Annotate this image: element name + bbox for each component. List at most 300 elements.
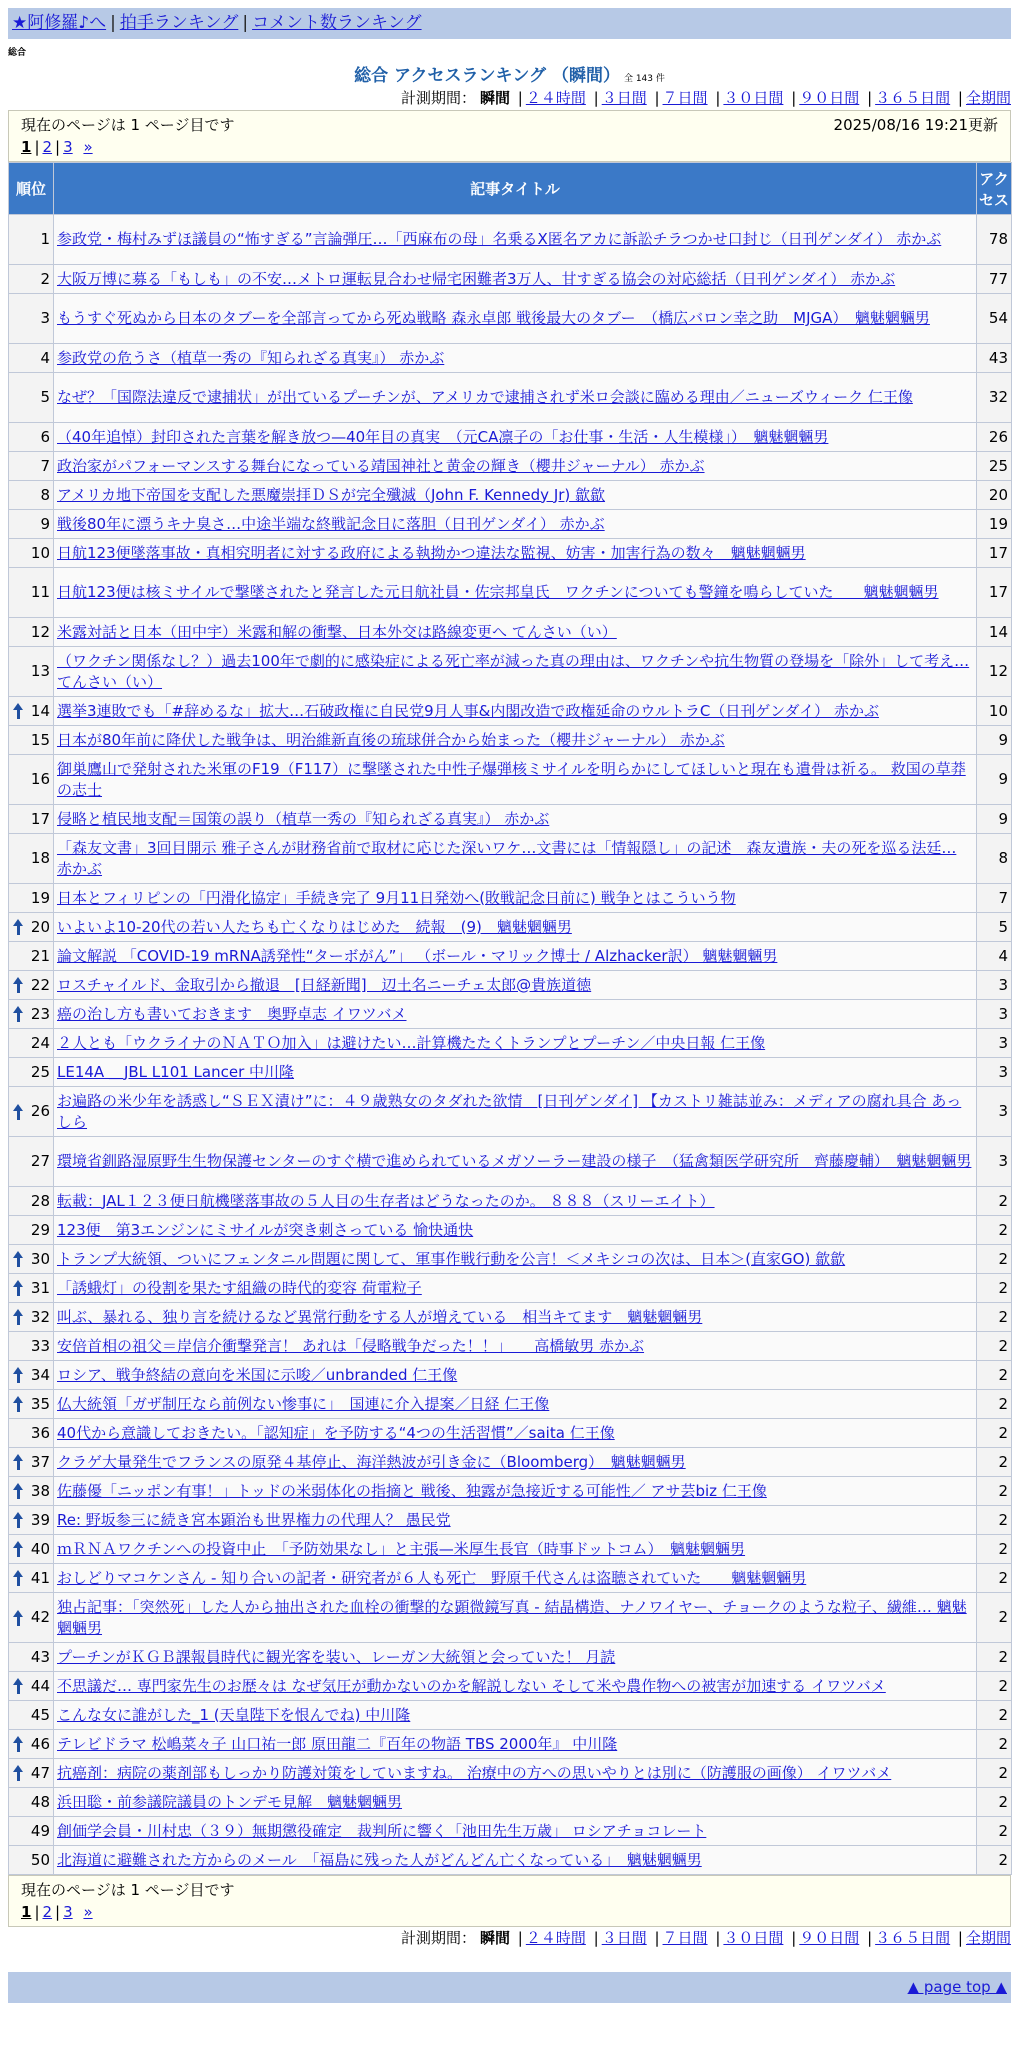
table-row <box>9 1730 1012 1759</box>
rank-cell <box>9 834 54 884</box>
rank-number: 48 <box>30 1792 50 1811</box>
article-title-link[interactable]: 参政党・梅村みずほ議員の“怖すぎる”言論弾圧…「西麻布の母」名乗るX匿名アカに訴訟チラつかせ口封じ（日刊ゲンダイ） 赤かぶ <box>57 230 942 248</box>
rank-up-arrow-icon <box>13 1678 23 1694</box>
title-cell <box>54 1788 977 1817</box>
rank-up-arrow-icon <box>13 1104 23 1120</box>
rank-number: 31 <box>30 1278 50 1297</box>
rank-cell <box>9 913 54 942</box>
rank-up-arrow-icon <box>13 1610 23 1626</box>
rank-number: 26 <box>30 1102 50 1120</box>
table-row <box>9 539 1012 568</box>
rank-number: 16 <box>30 770 50 788</box>
article-title-link[interactable]: 佐藤優「ニッポン有事！」トッドの米弱体化の指摘と 戦後、独露が急接近する可能性／ アサ芸biz 仁王像 <box>57 1481 767 1500</box>
title-cell <box>54 1361 977 1390</box>
table-row <box>9 294 1012 344</box>
article-title-link[interactable]: クラゲ大量発生でフランスの原発４基停止、海洋熱波が引き金に（Bloomberg） 魑魅魍魎男 <box>57 1452 686 1471</box>
rank-up-arrow-icon <box>13 1280 23 1296</box>
period-link-3d[interactable]: ３日間 <box>601 89 647 107</box>
rank-cell <box>9 1846 54 1875</box>
table-row <box>9 1759 1012 1788</box>
article-title-link[interactable]: 日本とフィリピンの「円滑化協定」手続き完了 9月11日発効へ(敗戦記念日前に) 戦争とはこういう物 <box>57 888 736 907</box>
rank-up-arrow-icon <box>13 1736 23 1752</box>
rank-number: 1 <box>40 230 50 248</box>
rank-cell <box>9 344 54 373</box>
rank-cell <box>9 1332 54 1361</box>
period-link-3d[interactable]: ３日間 <box>601 1929 647 1947</box>
access-count: 26 <box>977 423 1012 452</box>
title-cell <box>54 265 977 294</box>
table-row <box>9 373 1012 423</box>
access-count: 14 <box>977 618 1012 647</box>
table-row <box>9 568 1012 618</box>
period-label: 計測期間： <box>400 89 476 107</box>
article-title-link[interactable]: （ワクチン関係なし？）過去100年で劇的に感染症による死亡率が減った真の理由は、ワクチンや抗生物質の登場を「除外」して考え… てんさい（い） <box>57 651 970 691</box>
article-title-link[interactable]: 仏大統領「ガザ制圧なら前例ない惨事に」 国連に介入提案／日経 仁王像 <box>57 1394 550 1413</box>
rank-up-arrow-icon <box>13 1570 23 1586</box>
article-title-link[interactable]: Re: 野坂参三に続き宮本顕治も世界権力の代理人？ 愚民党 <box>57 1510 451 1529</box>
access-count: 2 <box>977 1419 1012 1448</box>
table-row <box>9 1274 1012 1303</box>
access-count: 2 <box>977 1361 1012 1390</box>
article-title-link[interactable]: 日航123便は核ミサイルで撃墜されたと発言した元日航社員・佐宗邦皇氏 ワクチンについても警鐘を鳴らしていた 魑魅魍魎男 <box>57 583 939 601</box>
table-row <box>9 726 1012 755</box>
rank-cell <box>9 1448 54 1477</box>
top-navigation-bar <box>8 8 1011 39</box>
period-selector-top: 計測期間： 瞬間 | ２４時間 | ３日間 | ７日間 | ３０日間 | ９０日間 | ３６５日間 | 全期間 <box>400 89 1011 107</box>
access-count: 2 <box>977 1187 1012 1216</box>
access-count: 4 <box>977 942 1012 971</box>
article-title-link[interactable]: 不思議だ… 専門家先生のお歴々は なぜ気圧が動かないのかを解説しない そして米や農作物への被害が加速する イワツバメ <box>57 1676 886 1695</box>
rank-cell <box>9 215 54 265</box>
access-count: 54 <box>977 294 1012 344</box>
rank-up-arrow-icon <box>13 703 23 719</box>
rank-number: 15 <box>30 730 50 749</box>
rank-number: 20 <box>30 917 50 936</box>
rank-cell <box>9 1564 54 1593</box>
title-cell <box>54 1477 977 1506</box>
table-row <box>9 913 1012 942</box>
period-link-365d[interactable]: ３６５日間 <box>875 89 951 107</box>
rank-number: 45 <box>30 1705 50 1724</box>
rank-cell <box>9 1759 54 1788</box>
title-cell <box>54 1245 977 1274</box>
title-cell <box>54 1564 977 1593</box>
rank-cell <box>9 1216 54 1245</box>
rank-number: 13 <box>30 662 50 680</box>
article-title-link[interactable]: プーチンがＫＧＢ課報員時代に観光客を装い、レーガン大統領と会っていた！ 月読 <box>57 1647 616 1666</box>
rank-number: 49 <box>30 1821 50 1840</box>
rank-cell <box>9 1730 54 1759</box>
rank-cell <box>9 452 54 481</box>
table-row <box>9 971 1012 1000</box>
pager-next-link[interactable]: » <box>83 138 93 156</box>
period-link-365d[interactable]: ３６５日間 <box>875 1929 951 1947</box>
rank-cell <box>9 697 54 726</box>
rank-cell <box>9 1593 54 1643</box>
nav-separator: | <box>110 13 116 33</box>
title-cell <box>54 215 977 265</box>
rank-cell <box>9 884 54 913</box>
title-cell <box>54 971 977 1000</box>
period-selector-bottom: 計測期間： 瞬間 | ２４時間 | ３日間 | ７日間 | ３０日間 | ９０日間 | ３６５日間 | 全期間 <box>400 1929 1011 1947</box>
column-header-title: 記事タイトル <box>54 163 977 215</box>
access-count: 9 <box>977 755 1012 805</box>
table-row <box>9 1477 1012 1506</box>
article-title-link[interactable]: ロシア、戦争終結の意向を米国に示唆／unbranded 仁王像 <box>57 1365 458 1384</box>
access-count: 2 <box>977 1245 1012 1274</box>
table-row <box>9 1087 1012 1137</box>
rank-up-arrow-icon <box>13 1006 23 1022</box>
access-count: 9 <box>977 726 1012 755</box>
title-cell <box>54 1817 977 1846</box>
title-cell <box>54 294 977 344</box>
access-count: 32 <box>977 373 1012 423</box>
article-title-link[interactable]: 浜田聡・前参議院議員のトンデモ見解 魑魅魍魎男 <box>57 1792 403 1811</box>
rank-number: 37 <box>30 1452 50 1471</box>
article-title-link[interactable]: 米露対話と日本（田中宇）米露和解の衝撃、日本外交は路線変更へ てんさい（い） <box>57 622 617 641</box>
rank-cell <box>9 805 54 834</box>
rank-number: 23 <box>30 1004 50 1023</box>
section-label: 総合 <box>8 48 27 58</box>
column-header-rank: 順位 <box>9 163 54 215</box>
access-count: 3 <box>977 1137 1012 1187</box>
table-row <box>9 265 1012 294</box>
article-title-link[interactable]: お遍路の米少年を誘惑し“ＳＥＸ漬け”に：４９歳熟女のタダれた欲情 [日刊ゲンダイ] 【カストリ雑誌並み：メディアの腐れ具合 あっしら <box>57 1091 962 1131</box>
rank-cell <box>9 294 54 344</box>
title-cell <box>54 1332 977 1361</box>
rank-number: 6 <box>40 427 50 446</box>
access-count: 10 <box>977 697 1012 726</box>
table-row <box>9 1303 1012 1332</box>
nav-separator: | <box>242 13 249 33</box>
title-cell <box>54 373 977 423</box>
table-row <box>9 215 1012 265</box>
access-count: 2 <box>977 1672 1012 1701</box>
title-cell <box>54 1593 977 1643</box>
access-count: 2 <box>977 1730 1012 1759</box>
rank-number: 3 <box>40 309 50 327</box>
rank-number: 35 <box>30 1394 50 1413</box>
period-link-24h[interactable]: ２４時間 <box>525 89 586 107</box>
rank-cell <box>9 423 54 452</box>
rank-number: 43 <box>30 1647 50 1666</box>
rank-cell <box>9 539 54 568</box>
table-row <box>9 1506 1012 1535</box>
pager-link-page-3[interactable]: 3 <box>63 1903 73 1921</box>
home-link[interactable]: ★阿修羅♪へ <box>12 13 107 33</box>
title-cell <box>54 647 977 697</box>
rank-cell <box>9 618 54 647</box>
title-cell <box>54 726 977 755</box>
period-link-24h[interactable]: ２４時間 <box>525 1929 586 1947</box>
rank-cell <box>9 1361 54 1390</box>
table-row <box>9 1332 1012 1361</box>
rank-cell <box>9 1137 54 1187</box>
rank-cell <box>9 1245 54 1274</box>
table-row <box>9 1535 1012 1564</box>
title-cell <box>54 1390 977 1419</box>
article-title-link[interactable]: テレビドラマ 松嶋菜々子 山口祐一郎 原田龍二『百年の物語 TBS 2000年』 中川隆 <box>57 1734 618 1753</box>
updated-timestamp: 2025/08/16 19:21更新 <box>833 116 998 134</box>
table-row <box>9 1137 1012 1187</box>
article-title-link[interactable]: 「誘蛾灯」の役割を果たす組織の時代的変容 荷電粒子 <box>57 1278 422 1297</box>
rank-number: 8 <box>40 485 50 504</box>
article-title-link[interactable]: 政治家がパフォーマンスする舞台になっている靖国神社と黄金の輝き（櫻井ジャーナル） 赤かぶ <box>57 456 705 475</box>
table-row <box>9 884 1012 913</box>
article-title-link[interactable]: 参政党の危うさ（植草一秀の『知られざる真実』） 赤かぶ <box>57 348 445 367</box>
access-count: 2 <box>977 1477 1012 1506</box>
article-title-link[interactable]: こんな女に誰がした_1 (天皇陛下を恨んでね) 中川隆 <box>57 1705 411 1724</box>
rank-number: 5 <box>40 388 50 406</box>
access-count: 2 <box>977 1643 1012 1672</box>
access-count: 17 <box>977 568 1012 618</box>
rank-number: 42 <box>30 1608 50 1626</box>
access-count: 2 <box>977 1303 1012 1332</box>
title-cell <box>54 942 977 971</box>
table-row <box>9 1817 1012 1846</box>
rank-number: 11 <box>30 583 50 601</box>
pager-top: 現在のページは 1 ページ目です 2025/08/16 19:21更新 1 | 2 | 3 » <box>8 110 1011 162</box>
table-row <box>9 452 1012 481</box>
article-title-link[interactable]: 123便 第3エンジンにミサイルが突き刺さっている 愉快通快 <box>57 1220 474 1239</box>
access-count: 43 <box>977 344 1012 373</box>
ranking-title: 総合 アクセスランキング （瞬間） <box>354 66 620 86</box>
rank-number: 14 <box>30 701 50 720</box>
rank-number: 36 <box>30 1423 50 1442</box>
rank-number: 38 <box>30 1481 50 1500</box>
table-row <box>9 481 1012 510</box>
period-link-30d[interactable]: ３０日間 <box>723 89 784 107</box>
article-title-link[interactable]: トランプ大統領、ついにフェンタニル問題に関して、軍事作戦行動を公言！＜メキシコの次は、日本＞(直家GO) 歙歙 <box>57 1249 846 1268</box>
access-count: 9 <box>977 805 1012 834</box>
title-cell <box>54 1535 977 1564</box>
title-cell <box>54 1701 977 1730</box>
title-cell <box>54 755 977 805</box>
article-title-link[interactable]: おしどりマコケンさん - 知り合いの記者・研究者が６人も死亡 野原千代さんは盗聴されていた 魑魅魍魎男 <box>57 1568 807 1587</box>
article-title-link[interactable]: 40代から意識しておきたい。「認知症」を予防する“4つの生活習慣”／saita 仁王像 <box>57 1423 615 1442</box>
access-count: 77 <box>977 265 1012 294</box>
title-cell <box>54 481 977 510</box>
title-cell <box>54 344 977 373</box>
article-title-link[interactable]: 日本が80年前に降伏した戦争は、明治維新直後の琉球併合から始まった（櫻井ジャーナル） 赤かぶ <box>57 730 725 749</box>
table-row <box>9 805 1012 834</box>
access-count: 3 <box>977 1000 1012 1029</box>
table-row <box>9 1788 1012 1817</box>
article-title-link[interactable]: 論文解説 「COVID-19 mRNA誘発性“ターボがん”」 （ボール・マリック博士 / Alzhacker訳） 魑魅魍魎男 <box>57 946 778 965</box>
article-title-link[interactable]: 大阪万博に募る「もしも」の不安…メトロ運転見合わせ帰宅困難者3万人、甘すぎる協会の対応総括（日刊ゲンダイ） 赤かぶ <box>57 269 896 288</box>
rank-cell <box>9 1643 54 1672</box>
article-title-link[interactable]: 戦後80年に漂うキナ臭さ…中途半端な終戦記念日に落胆（日刊ゲンダイ） 赤かぶ <box>57 514 605 533</box>
title-cell <box>54 1672 977 1701</box>
article-title-link[interactable]: 転載：JAL１２３便日航機墜落事故の５人目の生存者はどうなったのか。 ８８８（スリーエイト） <box>57 1191 715 1210</box>
rank-cell <box>9 755 54 805</box>
table-row <box>9 1058 1012 1087</box>
title-cell <box>54 1029 977 1058</box>
pager-link-page-2[interactable]: 2 <box>42 1903 53 1921</box>
rank-number: 28 <box>30 1191 50 1210</box>
pager-next-link[interactable]: » <box>83 1903 93 1921</box>
article-title-link[interactable]: 御巣鷹山で発射された米軍のF19（F117）に撃墜された中性子爆弾核ミサイルを明らかにしてほしいと現在も遺骨は祈る。 救国の草莽の志士 <box>57 759 966 799</box>
access-count: 2 <box>977 1535 1012 1564</box>
ranking-title-row <box>8 65 1011 87</box>
pager-link-page-3[interactable]: 3 <box>63 138 73 156</box>
period-link-90d[interactable]: ９０日間 <box>799 89 860 107</box>
article-title-link[interactable]: 日航123便墜落事故・真相究明者に対する政府による執拗かつ違法な監視、妨害・加害行為の数々 魑魅魍魎男 <box>57 543 806 562</box>
table-row <box>9 618 1012 647</box>
table-row <box>9 647 1012 697</box>
access-count: 19 <box>977 510 1012 539</box>
rank-number: 18 <box>30 849 50 867</box>
rank-cell <box>9 373 54 423</box>
column-header-access: アクセス <box>977 163 1012 215</box>
table-row <box>9 1245 1012 1274</box>
article-title-link[interactable]: 「森友文書」3回目開示 雅子さんが財務省前で取材に応じた深いワケ…文書には「情報隠し」の記述 森友遺族・夫の死を巡る法廷… 赤かぶ <box>57 838 957 878</box>
title-cell <box>54 423 977 452</box>
access-count: 78 <box>977 215 1012 265</box>
article-title-link[interactable]: ｍＲＮＡワクチンへの投資中止 「予防効果なし」と主張—米厚生長官（時事ドットコム） 魑魅魍魎男 <box>57 1539 746 1558</box>
article-title-link[interactable]: 創価学会員・川村忠（３９）無期懲役確定 裁判所に響く「池田先生万歳」 ロシアチョコレート <box>57 1821 707 1840</box>
access-count: 2 <box>977 1564 1012 1593</box>
period-link-all[interactable]: 全期間 <box>965 1929 1011 1947</box>
article-title-link[interactable]: （40年追悼）封印された言葉を解き放つ—40年目の真実 （元CA凛子の「お仕事・生活・人生模様」） 魑魅魍魎男 <box>57 427 829 446</box>
page-top-link[interactable]: ▲ page top ▲ <box>907 1978 1007 1996</box>
article-title-link[interactable]: もうすぐ死ぬから日本のタブーを全部言ってから死ぬ戦略 森永卓郎 戦後最大のタブー （橋広バロン幸之助 MJGA） 魑魅魍魎男 <box>57 309 930 327</box>
ranking-total-count: 全 143 件 <box>623 74 665 84</box>
rank-up-arrow-icon <box>13 1251 23 1267</box>
table-row <box>9 1419 1012 1448</box>
table-row <box>9 1701 1012 1730</box>
access-count: 2 <box>977 1506 1012 1535</box>
article-title-link[interactable]: 北海道に避難された方からのメール 「福島に残った人がどんどん亡くなっている」 魑魅魍魎男 <box>57 1850 702 1869</box>
table-row <box>9 1000 1012 1029</box>
ranking-table-body <box>9 215 1012 1875</box>
article-title-link[interactable]: 選挙3連敗でも「#辞めるな」拡大…石破政権に自民党9月人事&内閣改造で政権延命のウルトラC（日刊ゲンダイ） 赤かぶ <box>57 701 879 720</box>
access-count: 3 <box>977 1029 1012 1058</box>
rank-cell <box>9 1390 54 1419</box>
pager-bottom: 現在のページは 1 ページ目です 1 | 2 | 3 » <box>8 1875 1011 1927</box>
article-title-link[interactable]: なぜ？「国際法違反で逮捕状」が出ているプーチンが、アメリカで逮捕されず米ロ会談に臨める理由／ニューズウィーク 仁王像 <box>57 388 913 406</box>
article-title-link[interactable]: 侵略と植民地支配＝国策の誤り（植草一秀の『知られざる真実』） 赤かぶ <box>57 809 550 828</box>
rank-cell <box>9 481 54 510</box>
article-title-link[interactable]: アメリカ地下帝国を支配した悪魔崇拝ＤＳが完全殲滅（John F. Kennedy Jr) 歙歙 <box>57 485 606 504</box>
table-row <box>9 1187 1012 1216</box>
title-cell <box>54 510 977 539</box>
period-link-7d[interactable]: ７日間 <box>662 1929 708 1947</box>
table-row <box>9 1846 1012 1875</box>
pager-link-page-2[interactable]: 2 <box>42 138 53 156</box>
title-cell <box>54 805 977 834</box>
article-title-link[interactable]: 環境省釧路湿原野生生物保護センターのすぐ横で進められているメガソーラー建設の様子 （猛禽類医学研究所 齊藤慶輔） 魑魅魍魎男 <box>57 1152 972 1170</box>
comment-ranking-link[interactable]: コメント数ランキング <box>252 13 422 33</box>
access-count: 12 <box>977 647 1012 697</box>
access-count: 7 <box>977 884 1012 913</box>
rank-cell <box>9 726 54 755</box>
title-cell <box>54 1137 977 1187</box>
rank-number: 30 <box>30 1249 50 1268</box>
access-count: 2 <box>977 1216 1012 1245</box>
title-cell <box>54 452 977 481</box>
rank-number: 27 <box>30 1152 50 1170</box>
article-title-link[interactable]: LE14A ＿JBL L101 Lancer 中川隆 <box>57 1062 295 1081</box>
rank-cell <box>9 942 54 971</box>
article-title-link[interactable]: いよいよ10-20代の若い人たちも亡くなりはじめた 続報 (9) 魑魅魍魎男 <box>57 917 572 936</box>
rank-number: 10 <box>30 543 50 562</box>
table-row <box>9 942 1012 971</box>
rank-cell <box>9 1058 54 1087</box>
article-title-link[interactable]: ロスチャイルド、金取引から撤退 [日経新聞] 辺土名ニーチェ太郎@貴族道徳 <box>57 975 592 994</box>
access-count: 3 <box>977 1058 1012 1087</box>
title-cell <box>54 1506 977 1535</box>
article-title-link[interactable]: 叫ぶ、暴れる、独り言を続けるなど異常行動をする人が増えている 相当キてます 魑魅魍魎男 <box>57 1307 703 1326</box>
rank-up-arrow-icon <box>13 1454 23 1470</box>
title-cell <box>54 1419 977 1448</box>
rank-number: 33 <box>30 1336 50 1355</box>
pager-current-page: 1 <box>21 1903 32 1921</box>
rank-number: 29 <box>30 1220 50 1239</box>
rank-cell <box>9 1029 54 1058</box>
rank-cell <box>9 1477 54 1506</box>
rank-number: 44 <box>30 1676 50 1695</box>
table-row <box>9 510 1012 539</box>
rank-number: 47 <box>30 1763 50 1782</box>
rank-up-arrow-icon <box>13 1396 23 1412</box>
article-title-link[interactable]: 独占記事：「突然死」した人から抽出された血栓の衝撃的な顕微鏡写真 - 結晶構造、ナノワイヤー、チョークのような粒子、繊維… 魑魅魍魎男 <box>57 1597 967 1637</box>
article-title-link[interactable]: 安倍首相の祖父＝岸信介衝撃発言！ あれは「侵略戦争だった！！」 高橋敏男 赤かぶ <box>57 1336 645 1355</box>
article-title-link[interactable]: 抗癌剤：病院の薬剤部もしっかり防護対策をしていますね。 治療中の方への思いやりとは別に（防護服の画像） イワツバメ <box>57 1763 892 1782</box>
pager-status: 現在のページは 1 ページ目です <box>21 1881 235 1899</box>
table-row <box>9 1216 1012 1245</box>
table-row <box>9 1390 1012 1419</box>
access-count: 8 <box>977 834 1012 884</box>
title-cell <box>54 1643 977 1672</box>
rank-number: 7 <box>40 456 50 475</box>
rank-cell <box>9 1303 54 1332</box>
rank-number: 32 <box>30 1307 50 1326</box>
rank-number: 25 <box>30 1062 50 1081</box>
access-count: 3 <box>977 1087 1012 1137</box>
access-count: 2 <box>977 1817 1012 1846</box>
period-link-90d[interactable]: ９０日間 <box>799 1929 860 1947</box>
rank-number: 46 <box>30 1734 50 1753</box>
table-row <box>9 1564 1012 1593</box>
rank-cell <box>9 1817 54 1846</box>
rank-cell <box>9 568 54 618</box>
rank-cell <box>9 1701 54 1730</box>
period-link-7d[interactable]: ７日間 <box>662 89 708 107</box>
article-title-link[interactable]: 癌の治し方も書いておきます 奥野卓志 イワツバメ <box>57 1004 407 1023</box>
table-row <box>9 1593 1012 1643</box>
title-cell <box>54 1274 977 1303</box>
article-title-link[interactable]: ２人とも「ウクライナのＮＡＴＯ加入」は避けたい…計算機たたくトランプとプーチン／中央日報 仁王像 <box>57 1033 766 1052</box>
title-cell <box>54 539 977 568</box>
title-cell <box>54 1187 977 1216</box>
pager-current-page: 1 <box>21 138 32 156</box>
applause-ranking-link[interactable]: 拍手ランキング <box>119 13 239 33</box>
period-link-30d[interactable]: ３０日間 <box>723 1929 784 1947</box>
access-count: 25 <box>977 452 1012 481</box>
title-cell <box>54 884 977 913</box>
rank-up-arrow-icon <box>13 1483 23 1499</box>
period-link-all[interactable]: 全期間 <box>965 89 1011 107</box>
rank-cell <box>9 647 54 697</box>
title-cell <box>54 1303 977 1332</box>
access-count: 3 <box>977 971 1012 1000</box>
rank-cell <box>9 510 54 539</box>
rank-number: 17 <box>30 809 50 828</box>
footer-bar <box>8 1972 1011 2003</box>
period-label: 計測期間： <box>400 1929 476 1947</box>
title-cell <box>54 1058 977 1087</box>
